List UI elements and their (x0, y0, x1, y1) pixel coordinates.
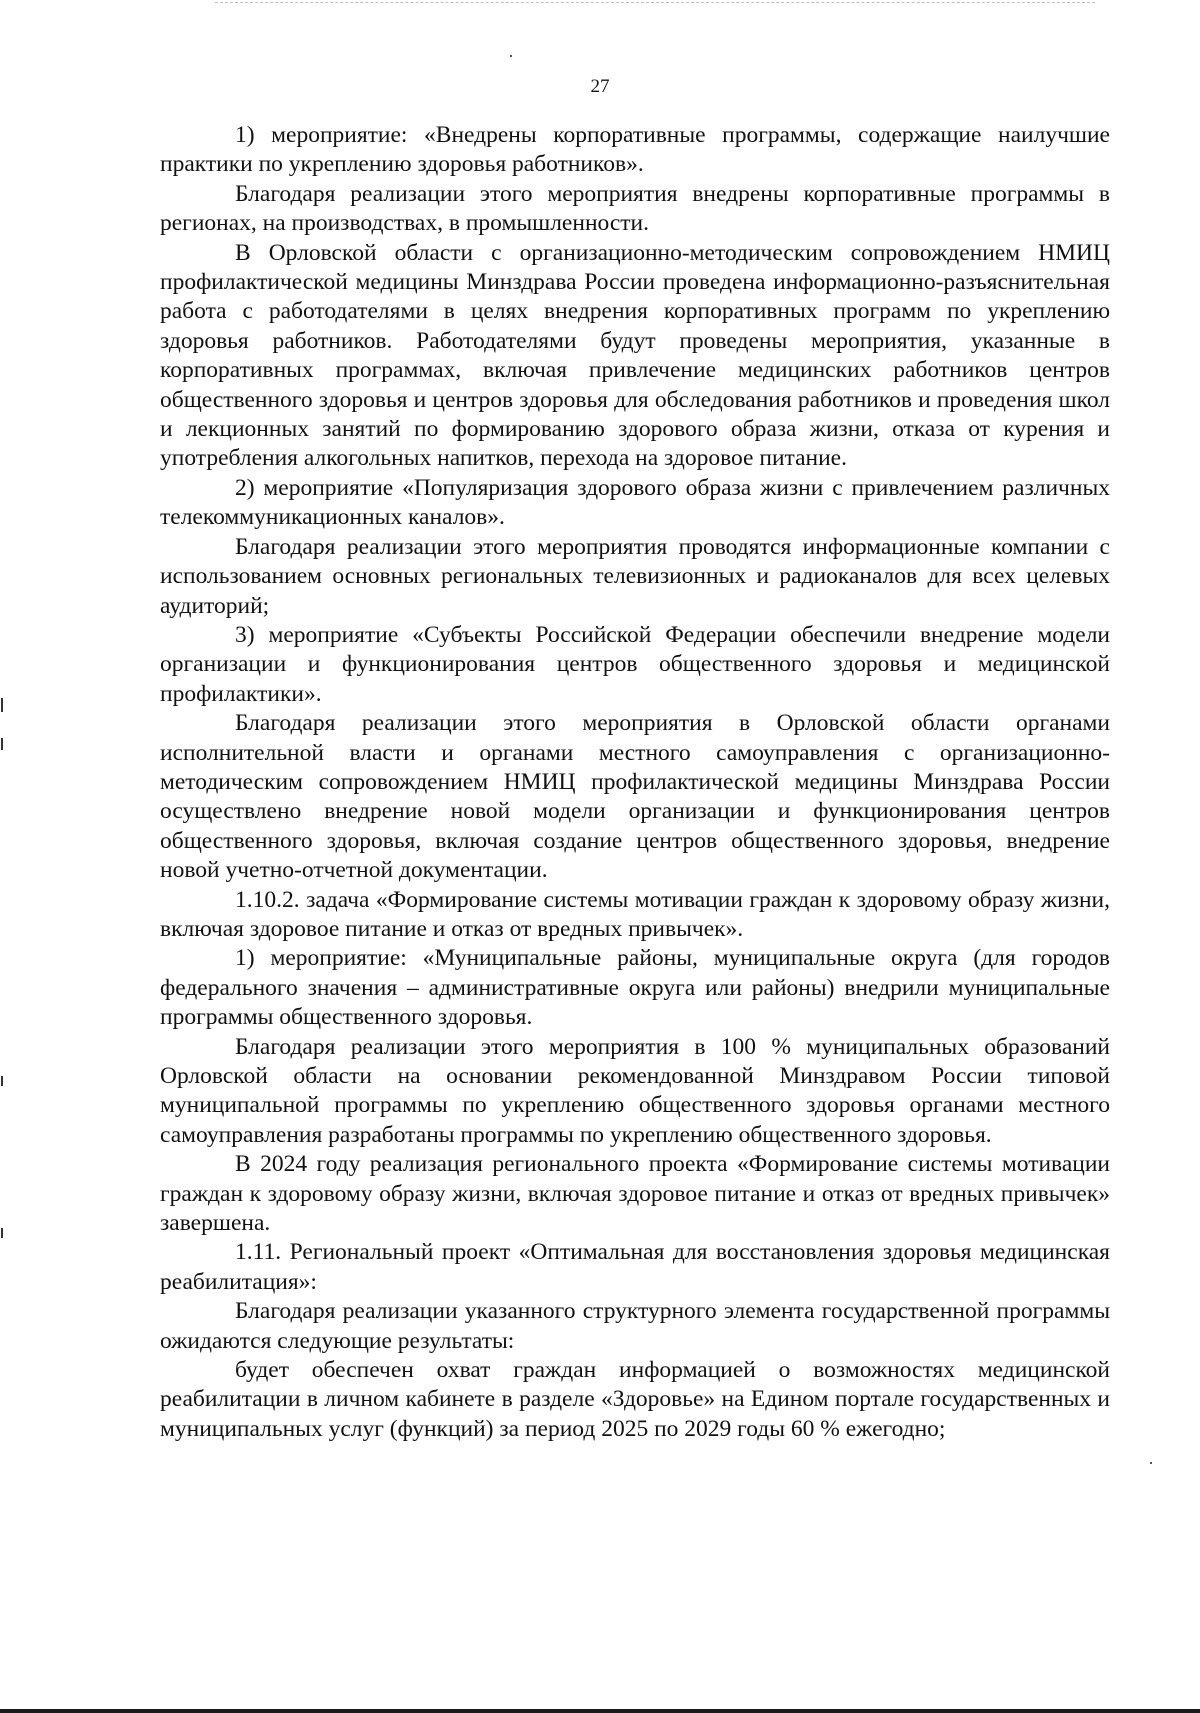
document-body (160, 121, 1110, 1444)
paragraph: 1) мероприятие: «Внедрены корпоративные программы, содержащие наилучшие практики по укреплению здоровья работников». (160, 122, 1110, 178)
paragraph: 3) мероприятие «Субъекты Российской Федерации обеспечили внедрение модели организации и функционирования центров общественного здоровья и медицинской профилактики». (160, 621, 1110, 707)
scan-speck (1150, 1462, 1152, 1464)
paragraph: будет обеспечен охват граждан информацией о возможностях медицинской реабилитации в личном кабинете в разделе «Здоровье» на Едином портале государственных и муниципальных услуг (функций) за период 2025 по 2029 годы 60 % ежегодно; (160, 1357, 1110, 1442)
paragraph: 1.11. Региональный проект «Оптимальная для восстановления здоровья медицинская реабилитация»: (160, 1239, 1110, 1295)
scan-speck (510, 55, 512, 57)
paragraph: Благодаря реализации этого мероприятия внедрены корпоративные программы в регионах, на производствах, в промышленности. (160, 180, 1110, 237)
paragraph: Благодаря реализации указанного структурного элемента государственной программы ожидаются следующие результаты: (160, 1298, 1110, 1354)
paragraph: 1.10.2. задача «Формирование системы мотивации граждан к здоровому образу жизни, включая здоровое питание и отказ от вредных привычек». (160, 886, 1110, 942)
paragraph: В 2024 году реализация регионального проекта «Формирование системы мотивации граждан к здоровому образу жизни, включая здоровое питание и отказ от вредных привычек» завершена. (160, 1151, 1110, 1237)
paragraph: 1) мероприятие: «Муниципальные районы, муниципальные округа (для городов федерального значения – административные округа или районы) внедрили муниципальные программы общественного здоровья. (160, 945, 1110, 1031)
scan-margin-mark (1, 738, 3, 750)
scan-top-edge (215, 2, 1095, 3)
paragraph: 2) мероприятие «Популяризация здорового образа жизни с привлечением различных телекоммуникационных каналов». (160, 474, 1110, 531)
paragraph: В Орловской области с организационно-методическим сопровождением НМИЦ профилактической медицины Минздрава России проведена информационно-разъяснительная работа с работодателями в целях внедрения корпоративных программ по укреплению здоровья работников. Работодателями будут проведены мероприятия, указанные в корпоративных программах, включая привлечение медицинских работников центров общественного здоровья и центров здоровья для обследования работников и проведения школ и лекционных занятий по формированию здорового образа жизни, отказа от курения и употребления алкогольных напитков, перехода на здоровое питание. (160, 239, 1110, 472)
scan-margin-mark (1, 1076, 3, 1086)
page-number: 27 (590, 76, 610, 97)
scan-bottom-edge (0, 1709, 1200, 1713)
paragraph: Благодаря реализации этого мероприятия проводятся информационные компании с использованием основных региональных телевизионных и радиоканалов для всех целевых аудиторий; (160, 533, 1110, 619)
paragraph: Благодаря реализации этого мероприятия в Орловской области органами исполнительной власти и органами местного самоуправления с организационно-методическим сопровождением НМИЦ профилактической медицины Минздрава России осуществлено внедрение новой модели организации и функционирования центров общественного здоровья, включая создание центров общественного здоровья, внедрение новой учетно-отчетной документации. (160, 710, 1110, 884)
scan-margin-mark (1, 1228, 3, 1238)
paragraph: Благодаря реализации этого мероприятия в 100 % муниципальных образований Орловской области на основании рекомендованной Минздравом России типовой муниципальной программы по укреплению общественного здоровья органами местного самоуправления разработаны программы по укреплению общественного здоровья. (160, 1033, 1110, 1148)
scan-margin-mark (1, 698, 3, 712)
